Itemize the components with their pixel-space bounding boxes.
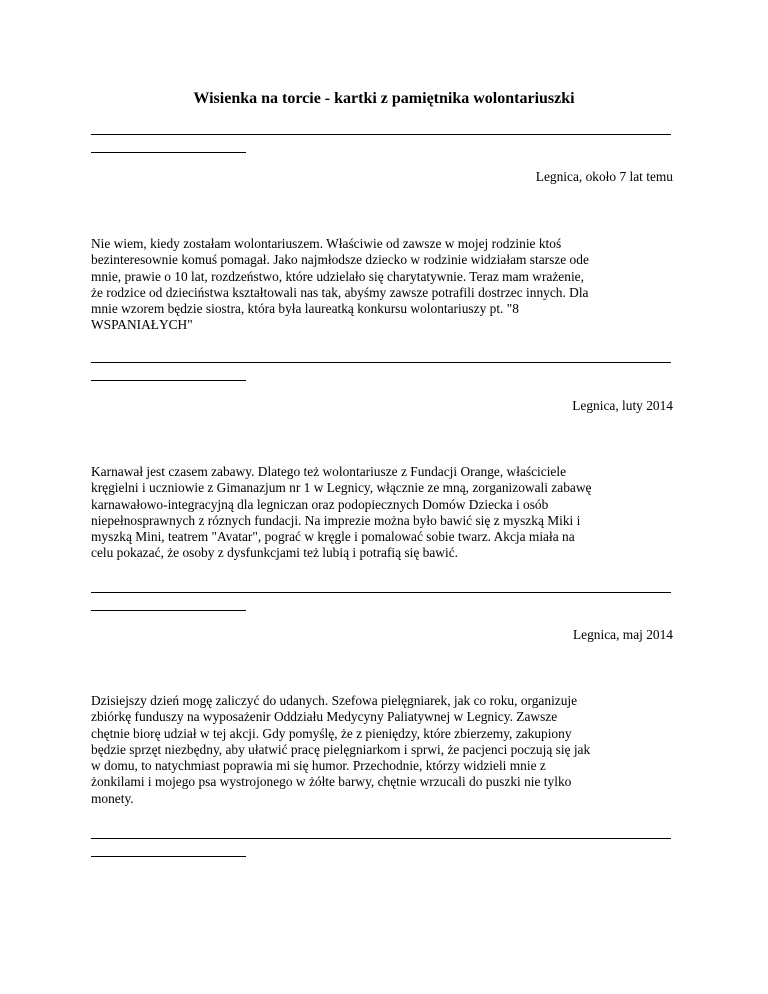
separator-long [91, 820, 671, 839]
entry-date: Legnica, maj 2014 [572, 627, 673, 642]
text-line: Karnawał jest czasem zabawy. Dlatego też wolontariusze z Fundacji Orange, właściciele [91, 464, 567, 479]
text-line: że rodzice od dzieciństwa kształtowali nas tak, abyśmy zawsze potrafili dostrzec innych. Dla [91, 284, 589, 300]
separator-line [91, 344, 671, 381]
text-line: mnie wzorem będzie siostra, która była laureatką konkursu wolontariuszy pt. "8 [91, 301, 519, 317]
separator-line [91, 820, 671, 857]
text-line: karnawałowo-integracyjną dla legniczan oraz podopiecznych Domów Dziecka i osób [91, 496, 549, 512]
text-line: niepełnosprawnych z róznych fundacji. Na imprezie można było bawić się z myszką Miki i [91, 512, 581, 528]
separator-long [91, 116, 671, 135]
separator-short [91, 593, 246, 611]
separator-short [91, 839, 246, 857]
text-line: myszką Mini, teatrem "Avatar", pograć w kręgle i pomalować sobie twarz. Akcja miała na [91, 529, 575, 545]
text-line: kręgielni i uczniowie z Gimanazjum nr 1 w Legnicy, włącznie ze mną, zorganizowali zabawę [91, 480, 592, 496]
entry-text [91, 236, 681, 334]
entry-text [91, 693, 681, 807]
text-line: monety. [91, 790, 134, 806]
separator-long [91, 344, 671, 363]
entry-date: Legnica, luty 2014 [572, 398, 673, 413]
text-line: chętnie biorę udział w tej akcji. Gdy pomyślę, że z pieniędzy, które zbierzemy, zakupiony [91, 725, 572, 741]
separator-long [91, 574, 671, 593]
text-line: bezinteresownie komuś pomagał. Jako najmłodsze dziecko w rodzinie widziałam starsze ode [91, 252, 589, 268]
separator-short [91, 363, 246, 381]
text-line: celu pokazać, że osoby z dysfunkcjami też lubią i potrafią się bawić. [91, 545, 458, 561]
text-line: Dzisiejszy dzień mogę zaliczyć do udanych. Szefowa pielęgniarek, jak co roku, organizuje [91, 693, 578, 708]
entry-date: Legnica, około 7 lat temu [535, 169, 673, 184]
separator-line [91, 116, 671, 153]
text-line: Nie wiem, kiedy zostałam wolontariuszem. Właściwie od zawsze w mojej rodzinie ktoś [91, 236, 562, 251]
separator-short [91, 135, 246, 153]
document-title: Wisienka na torcie - kartki z pamiętnika wolontariuszki [193, 90, 575, 107]
text-line: zbiórkę funduszy na wyposażenir Oddziału Medycyny Paliatywnej w Legnicy. Zawsze [91, 709, 558, 725]
text-line: będzie sprzęt niezbędny, aby ułatwić pracę pielęgniarkom i sprwi, że pacjenci poczują się jak [91, 741, 591, 757]
separator-line [91, 574, 671, 611]
text-line: w domu, to natychmiast poprawia mi się humor. Przechodnie, którzy widzieli mnie z [91, 758, 546, 774]
text-line: WSPANIAŁYCH" [91, 317, 193, 333]
entry-text [91, 464, 681, 562]
text-line: mnie, prawie o 10 lat, rozdzeństwo, które udzielało się charytatywnie. Teraz mam wrażenie, [91, 268, 584, 284]
text-line: żonkilami i mojego psa wystrojonego w żółte barwy, chętnie wrzucali do puszki nie tylko [91, 774, 572, 790]
